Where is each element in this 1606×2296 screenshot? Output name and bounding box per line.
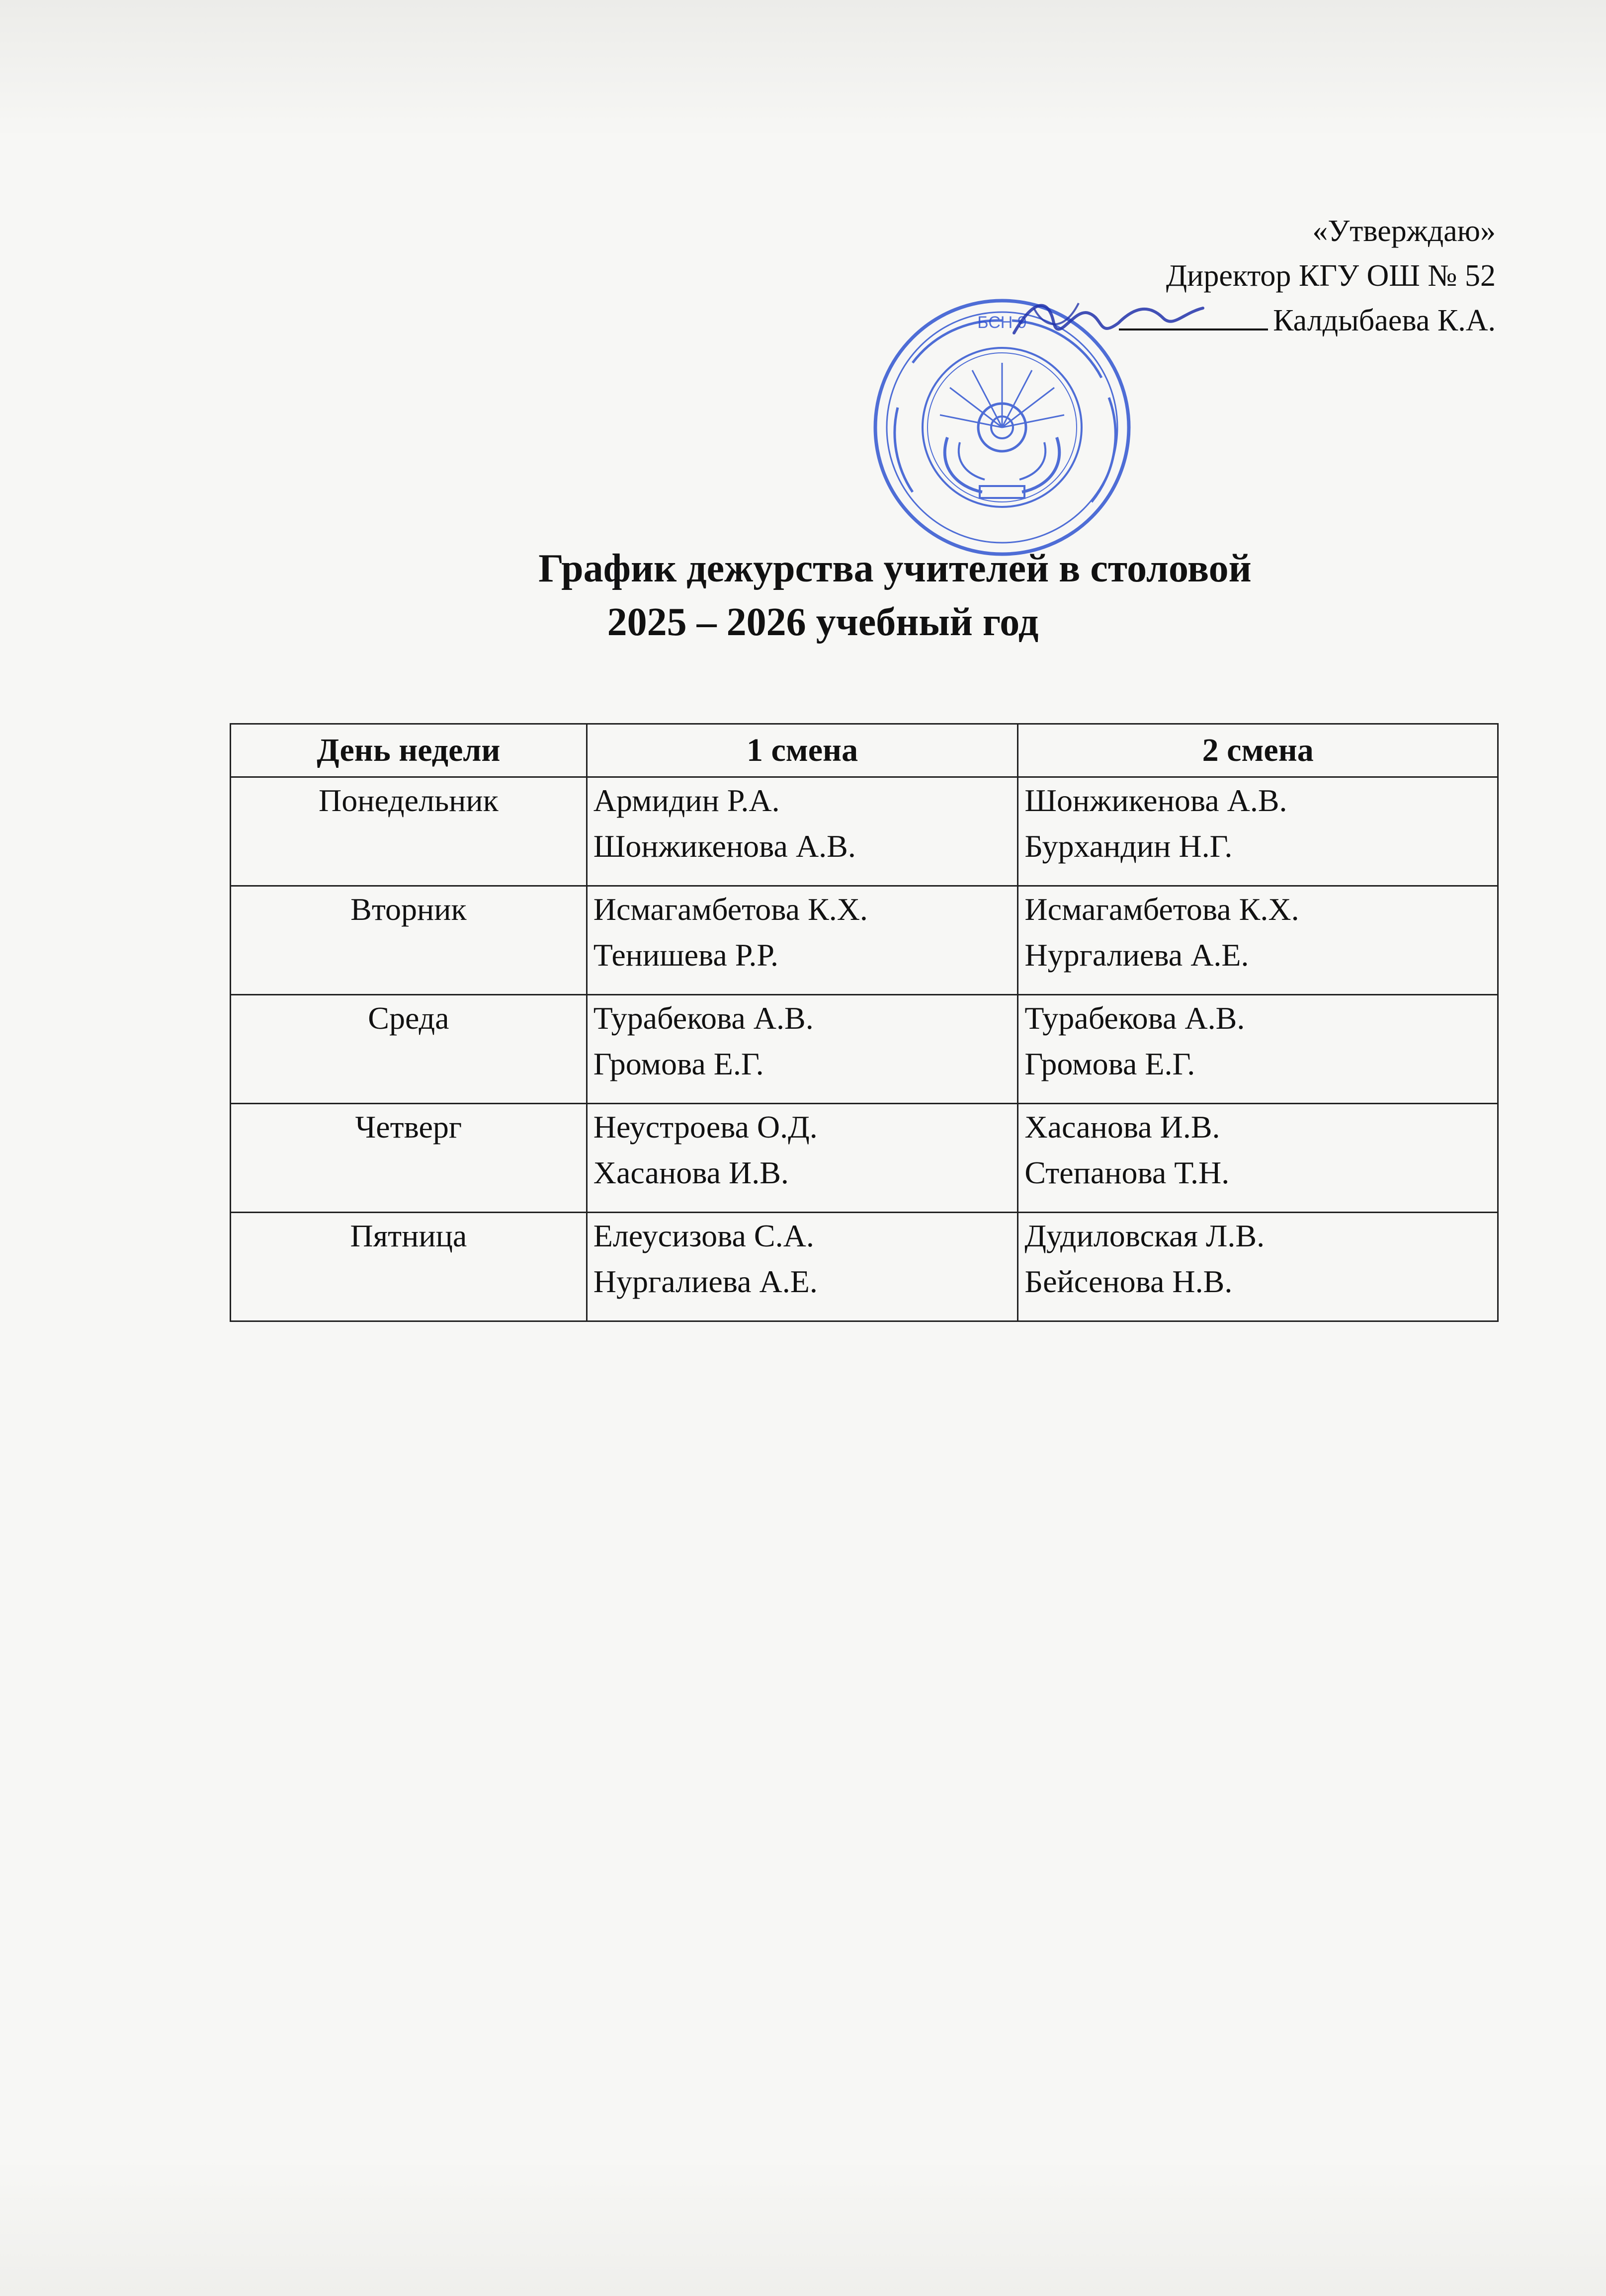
teacher-name: Бурхандин Н.Г.	[1024, 828, 1233, 864]
shift-2-cell	[1018, 777, 1498, 886]
shift-2-cell	[1018, 886, 1498, 995]
day-cell: Пятница	[231, 1213, 587, 1321]
seal-inner-text: БСН 9	[977, 313, 1027, 332]
teacher-name: Степанова Т.Н.	[1024, 1155, 1230, 1190]
table-row	[231, 995, 1498, 1104]
shift-2-cell	[1018, 1104, 1498, 1213]
teacher-name: Нургалиева А.Е.	[1024, 937, 1249, 973]
approval-heading: «Утверждаю»	[1312, 214, 1496, 248]
day-cell: Понедельник	[231, 777, 587, 886]
teacher-name: Исмагамбетова К.Х.	[593, 892, 868, 927]
document-title	[0, 542, 1606, 649]
table-row	[231, 886, 1498, 995]
table-header-row	[231, 724, 1498, 777]
day-cell: Четверг	[231, 1104, 587, 1213]
header-shift-1: 1 смена	[587, 724, 1018, 777]
teacher-name: Шонжикенова А.В.	[1024, 783, 1287, 818]
shift-2-cell	[1018, 995, 1498, 1104]
title-line-2: 2025 – 2026 учебный год	[607, 600, 1039, 644]
teacher-name: Армидин Р.А.	[593, 783, 780, 818]
teacher-name: Тенишева Р.Р.	[593, 937, 778, 973]
teacher-name: Громова Е.Г.	[1024, 1046, 1195, 1081]
teacher-name: Нургалиева А.Е.	[593, 1264, 818, 1299]
teacher-name: Шонжикенова А.В.	[593, 828, 856, 864]
table-row	[231, 1213, 1498, 1321]
teacher-name: Неустроева О.Д.	[593, 1109, 818, 1145]
teacher-name: Дудиловская Л.В.	[1024, 1218, 1265, 1253]
shift-1-cell	[587, 777, 1018, 886]
shift-1-cell	[587, 1213, 1018, 1321]
teacher-name: Турабекова А.В.	[593, 1000, 814, 1036]
shift-1-cell	[587, 995, 1018, 1104]
day-cell: Среда	[231, 995, 587, 1104]
table-row	[231, 1104, 1498, 1213]
teacher-name: Елеусизова С.А.	[593, 1218, 814, 1253]
title-line-1: График дежурства учителей в столовой	[538, 547, 1252, 590]
teacher-name: Громова Е.Г.	[593, 1046, 764, 1081]
teacher-name: Турабекова А.В.	[1024, 1000, 1245, 1036]
teacher-name: Бейсенова Н.В.	[1024, 1264, 1233, 1299]
teacher-name: Хасанова И.В.	[1024, 1109, 1220, 1145]
table-row	[231, 777, 1498, 886]
approval-name: Калдыбаева К.А.	[1273, 304, 1496, 337]
shift-1-cell	[587, 1104, 1018, 1213]
header-shift-2: 2 смена	[1018, 724, 1498, 777]
approval-position: Директор КГУ ОШ № 52	[1166, 259, 1496, 293]
day-cell: Вторник	[231, 886, 587, 995]
shift-2-cell	[1018, 1213, 1498, 1321]
header-day: День недели	[231, 724, 587, 777]
teacher-name: Хасанова И.В.	[593, 1155, 789, 1190]
teacher-name: Исмагамбетова К.Х.	[1024, 892, 1299, 927]
duty-schedule-table	[230, 723, 1499, 1322]
shift-1-cell	[587, 886, 1018, 995]
handwritten-signature	[1004, 278, 1213, 358]
